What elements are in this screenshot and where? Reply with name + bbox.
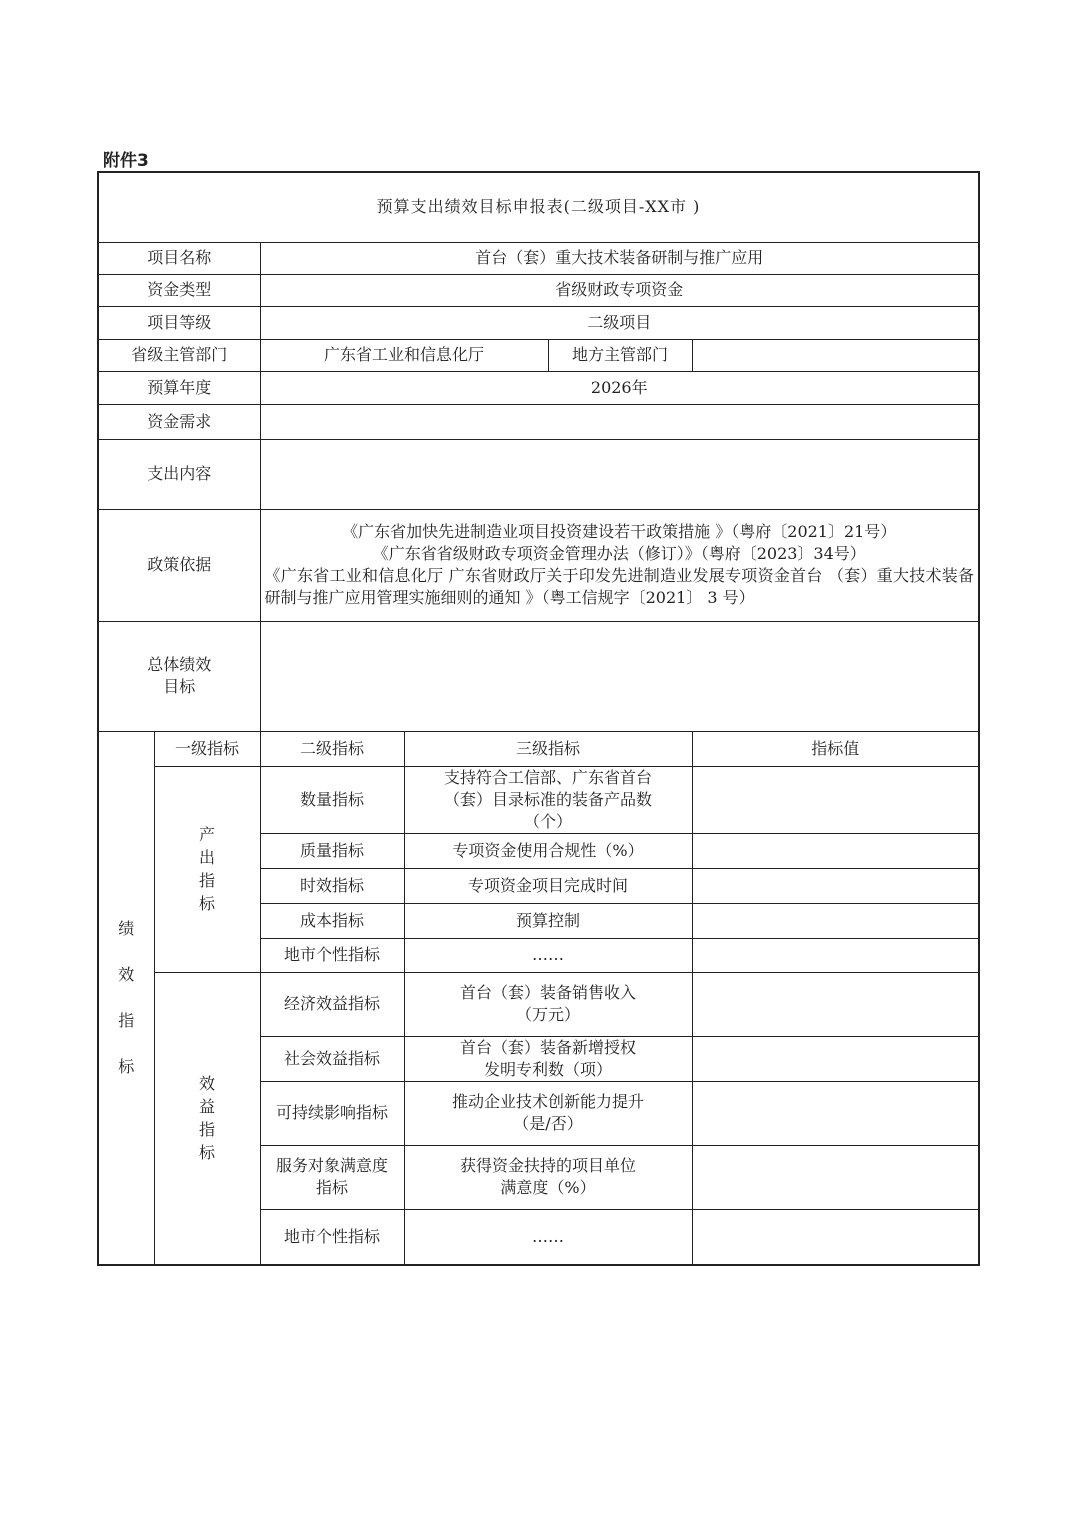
policy-basis-label: 政策依据 bbox=[98, 509, 260, 621]
output-indicators-group bbox=[154, 766, 260, 972]
header-level2: 二级指标 bbox=[260, 731, 404, 766]
policy-basis-value bbox=[260, 509, 979, 621]
header-level1: 一级指标 bbox=[154, 731, 260, 766]
project-name-value: 首台（套）重大技术装备研制与推广应用 bbox=[260, 242, 979, 274]
fund-demand-value bbox=[260, 404, 979, 439]
overall-goal-label-line2: 目标 bbox=[163, 677, 196, 696]
overall-goal-label bbox=[98, 621, 260, 731]
performance-indicators-label: 绩效指标 bbox=[118, 918, 135, 1076]
performance-indicators-section bbox=[98, 731, 154, 1265]
header-level3: 三级指标 bbox=[404, 731, 692, 766]
output-level3-quality: 专项资金使用合规性（%） bbox=[404, 833, 692, 868]
project-name-label: 项目名称 bbox=[98, 242, 260, 274]
output-level3-timeliness: 专项资金项目完成时间 bbox=[404, 868, 692, 903]
budget-year-label: 预算年度 bbox=[98, 371, 260, 404]
provincial-dept-value: 广东省工业和信息化厅 bbox=[260, 339, 548, 371]
benefit-level3-sustainable-line1: 推动企业技术创新能力提升 bbox=[451, 1092, 644, 1111]
benefit-level3-social bbox=[404, 1036, 692, 1081]
project-level-value: 二级项目 bbox=[260, 306, 979, 339]
output-level2-cost: 成本指标 bbox=[260, 903, 404, 938]
output-value-quantity bbox=[692, 766, 979, 833]
output-level2-local: 地市个性指标 bbox=[260, 938, 404, 972]
output-value-quality bbox=[692, 833, 979, 868]
benefit-level2-satisfaction-line1: 服务对象满意度 bbox=[275, 1156, 388, 1175]
expense-content-label: 支出内容 bbox=[98, 439, 260, 509]
overall-goal-value bbox=[260, 621, 979, 731]
benefit-level3-economic bbox=[404, 972, 692, 1036]
benefit-value-local bbox=[692, 1209, 979, 1265]
benefit-level3-social-line2: 发明专利数（项） bbox=[483, 1059, 612, 1079]
output-level3-quantity-line3: （个） bbox=[523, 811, 572, 831]
output-level3-quantity-line2: （套）目录标准的装备产品数 bbox=[443, 789, 652, 809]
benefit-level2-satisfaction-line2: 指标 bbox=[315, 1178, 348, 1197]
project-level-label: 项目等级 bbox=[98, 306, 260, 339]
policy-line-1: 《广东省加快先进制造业项目投资建设若干政策措施 》（粤府〔2021〕21号） bbox=[342, 522, 897, 541]
local-dept-label: 地方主管部门 bbox=[548, 339, 692, 371]
benefit-level3-satisfaction bbox=[404, 1145, 692, 1209]
benefit-level2-sustainable: 可持续影响指标 bbox=[260, 1081, 404, 1145]
fund-demand-label: 资金需求 bbox=[98, 404, 260, 439]
benefit-value-sustainable bbox=[692, 1081, 979, 1145]
policy-line-3: 《广东省工业和信息化厅 广东省财政厅关于印发先进制造业发展专项资金首台 （套）重大技术装备研制与推广应用管理实施细则的通知 》（粤工信规字〔2021〕 3 号） bbox=[264, 566, 975, 607]
benefit-level3-satisfaction-line2: 满意度（%） bbox=[500, 1178, 596, 1197]
output-level3-local: …… bbox=[404, 938, 692, 972]
output-level2-quality: 质量指标 bbox=[260, 833, 404, 868]
output-level3-quantity-line1: 支持符合工信部、广东省首台 bbox=[443, 767, 652, 787]
output-value-local bbox=[692, 938, 979, 972]
expense-content-value bbox=[260, 439, 979, 509]
policy-line-2: 《广东省省级财政专项资金管理办法（修订）》（粤府〔2023〕34号） bbox=[372, 544, 866, 563]
benefit-level3-economic-line2: （万元） bbox=[515, 1005, 580, 1024]
output-level2-timeliness: 时效指标 bbox=[260, 868, 404, 903]
header-value: 指标值 bbox=[692, 731, 979, 766]
benefit-level3-sustainable bbox=[404, 1081, 692, 1145]
benefit-value-social bbox=[692, 1036, 979, 1081]
benefit-value-satisfaction bbox=[692, 1145, 979, 1209]
benefit-level3-economic-line1: 首台（套）装备销售收入 bbox=[459, 983, 636, 1002]
benefit-indicators-label: 效益指标 bbox=[198, 1074, 215, 1163]
benefit-level2-satisfaction bbox=[260, 1145, 404, 1209]
benefit-level2-social: 社会效益指标 bbox=[260, 1036, 404, 1081]
output-value-timeliness bbox=[692, 868, 979, 903]
attachment-label: 附件3 bbox=[103, 151, 149, 171]
local-dept-value bbox=[692, 339, 979, 371]
output-indicators-label: 产出指标 bbox=[198, 825, 215, 913]
benefit-level3-sustainable-line2: （是/否） bbox=[513, 1114, 583, 1133]
benefit-level3-satisfaction-line1: 获得资金扶持的项目单位 bbox=[459, 1156, 636, 1175]
form-title: 预算支出绩效目标申报表(二级项目-XX市 ) bbox=[98, 172, 979, 242]
output-level3-quantity bbox=[404, 766, 692, 833]
benefit-indicators-group bbox=[154, 972, 260, 1265]
benefit-value-economic bbox=[692, 972, 979, 1036]
budget-year-value: 2026年 bbox=[260, 371, 979, 404]
benefit-level2-local: 地市个性指标 bbox=[260, 1209, 404, 1265]
benefit-level2-economic: 经济效益指标 bbox=[260, 972, 404, 1036]
benefit-level3-local: …… bbox=[404, 1209, 692, 1265]
output-level2-quantity: 数量指标 bbox=[260, 766, 404, 833]
output-value-cost bbox=[692, 903, 979, 938]
benefit-level3-social-line1: 首台（套）装备新增授权 bbox=[459, 1037, 636, 1057]
fund-type-value: 省级财政专项资金 bbox=[260, 274, 979, 306]
overall-goal-label-line1: 总体绩效 bbox=[147, 655, 212, 674]
output-level3-cost: 预算控制 bbox=[404, 903, 692, 938]
fund-type-label: 资金类型 bbox=[98, 274, 260, 306]
provincial-dept-label: 省级主管部门 bbox=[98, 339, 260, 371]
budget-performance-form bbox=[97, 171, 980, 1266]
